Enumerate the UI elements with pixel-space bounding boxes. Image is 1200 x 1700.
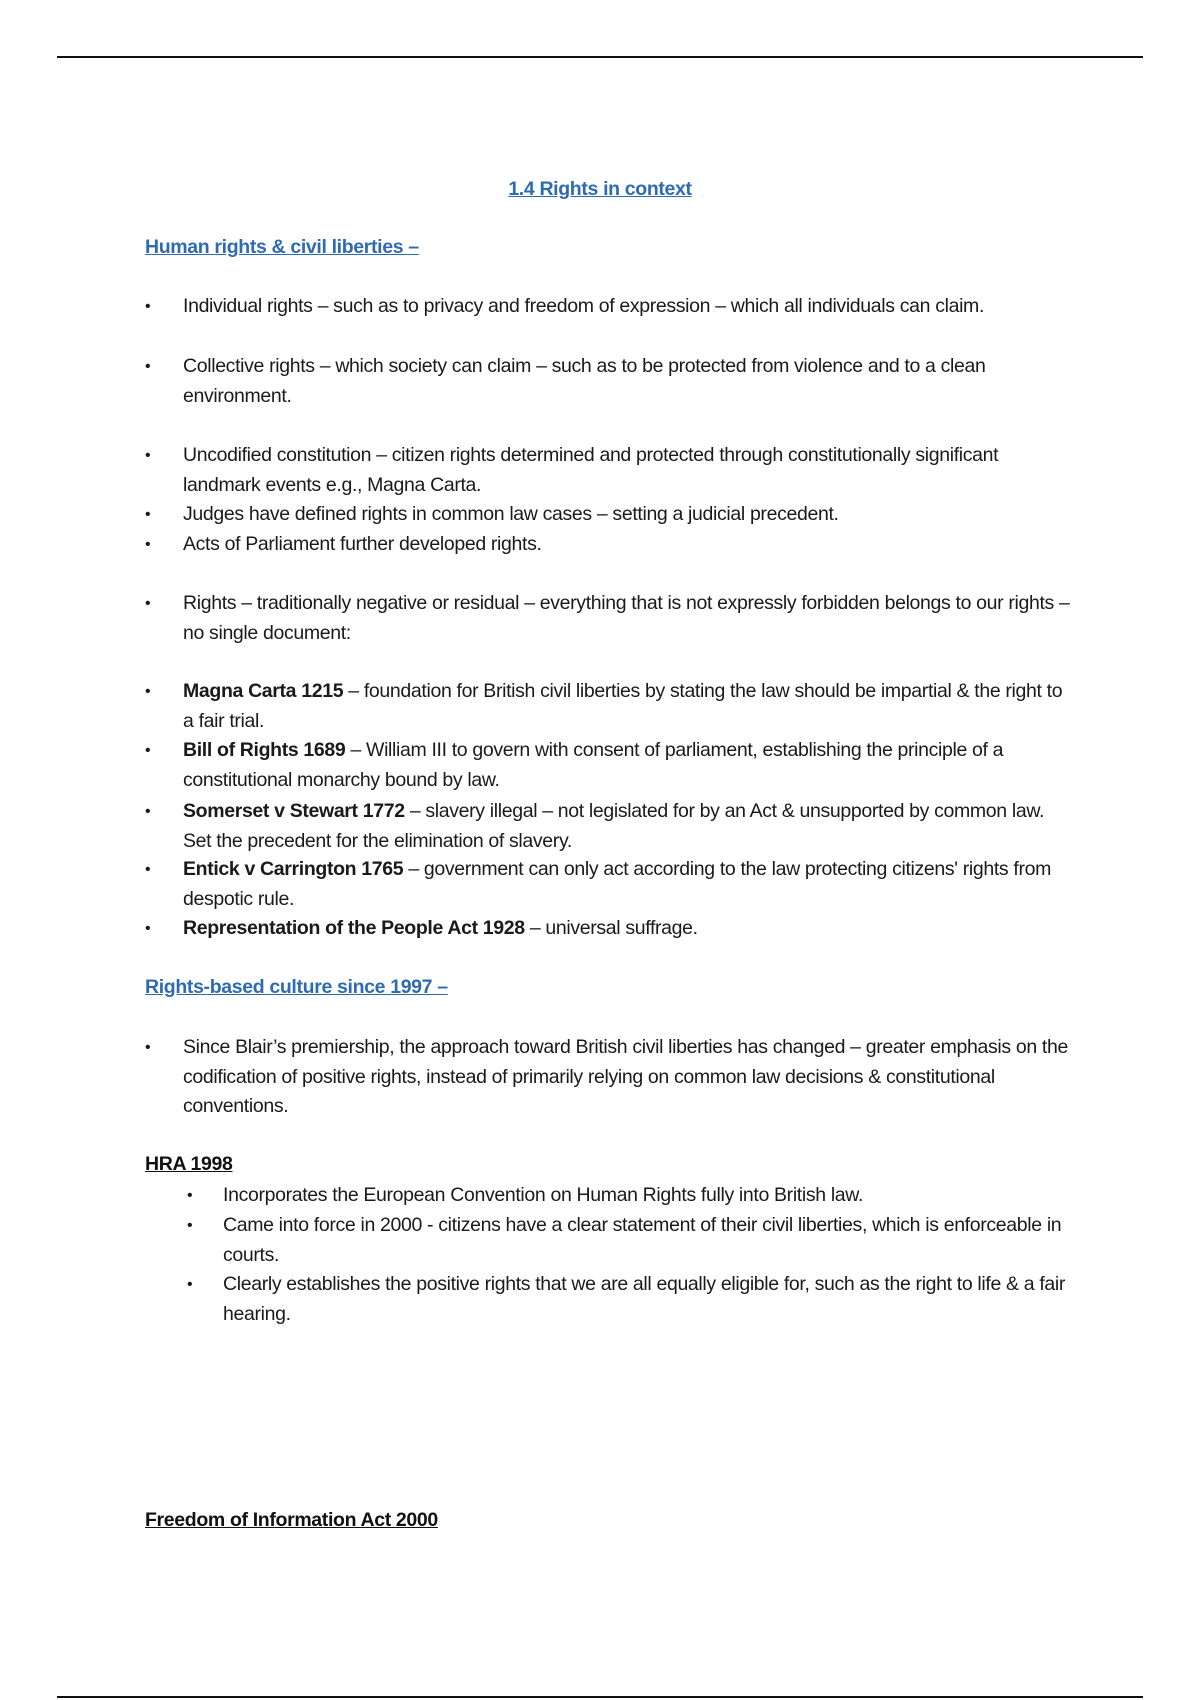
bullet-icon: • <box>145 298 151 315</box>
bullet-icon: • <box>145 861 151 878</box>
list-item <box>145 530 1075 560</box>
bullet-icon: • <box>145 683 151 700</box>
list-item-text: Collective rights – which society can claim – such as to be protected from violence and to a clean environment. <box>183 355 986 407</box>
bottom-rule <box>57 1696 1143 1698</box>
list-item <box>187 1211 1077 1270</box>
top-rule <box>57 56 1143 58</box>
landmark-term: Magna Carta 1215 <box>183 680 344 702</box>
list-item <box>145 441 1075 500</box>
list-item <box>145 589 1075 648</box>
bullet-icon: • <box>145 803 151 820</box>
section-heading-human-rights: Human rights & civil liberties – <box>145 236 419 258</box>
bullet-icon: • <box>145 742 151 759</box>
landmark-text: – universal suffrage. <box>524 917 698 939</box>
page-title: 1.4 Rights in context <box>508 178 692 200</box>
landmark-item <box>145 677 1075 736</box>
section-heading-hra: HRA 1998 <box>145 1153 233 1175</box>
list-item <box>187 1181 1077 1211</box>
landmark-text: – slavery illegal – not legislated for by an Act & unsupported by common law. Set the precedent for the elimination of slavery. <box>183 800 1045 852</box>
bullet-icon: • <box>145 1039 151 1056</box>
list-item <box>145 1033 1075 1122</box>
list-item <box>145 292 1075 322</box>
list-item-text: Uncodified constitution – citizen rights determined and protected through constitutionally significant landmark events e.g., Magna Carta. <box>183 444 999 496</box>
list-item-text: Came into force in 2000 - citizens have a clear statement of their civil liberties, which is enforceable in courts. <box>223 1214 1062 1266</box>
landmark-term: Representation of the People Act 1928 <box>183 917 525 939</box>
bullet-icon: • <box>145 920 151 937</box>
list-item-text: Judges have defined rights in common law cases – setting a judicial precedent. <box>183 503 839 525</box>
list-item-text: Since Blair’s premiership, the approach toward British civil liberties has changed – greater emphasis on the codification of positive rights, instead of primarily relying on common law decisions & constitutional conventions. <box>183 1036 1068 1117</box>
bullet-icon: • <box>145 358 151 375</box>
list-item-text: Acts of Parliament further developed rights. <box>183 533 542 555</box>
list-item-text: Individual rights – such as to privacy and freedom of expression – which all individuals can claim. <box>183 295 985 317</box>
landmark-term: Bill of Rights 1689 <box>183 739 346 761</box>
landmark-term: Somerset v Stewart 1772 <box>183 800 405 822</box>
bullet-icon: • <box>145 536 151 553</box>
list-item-text: Incorporates the European Convention on Human Rights fully into British law. <box>223 1184 864 1206</box>
landmark-item <box>145 797 1075 856</box>
bullet-icon: • <box>145 447 151 464</box>
landmark-term: Entick v Carrington 1765 <box>183 858 404 880</box>
bullet-icon: • <box>187 1276 193 1293</box>
bullet-icon: • <box>187 1187 193 1204</box>
landmark-text: – foundation for British civil liberties by stating the law should be impartial & the right to a fair trial. <box>183 680 1063 732</box>
section-heading-rights-culture: Rights-based culture since 1997 – <box>145 976 448 998</box>
bullet-icon: • <box>145 595 151 612</box>
list-item <box>187 1270 1077 1329</box>
landmark-item <box>145 855 1075 914</box>
list-item <box>145 352 1075 411</box>
list-item <box>145 500 1075 530</box>
list-item-text: Clearly establishes the positive rights that we are all equally eligible for, such as the right to life & a fair hearing. <box>223 1273 1066 1325</box>
landmark-item <box>145 736 1075 795</box>
landmark-text: – government can only act according to the law protecting citizens' rights from despotic rule. <box>183 858 1051 910</box>
bullet-icon: • <box>145 506 151 523</box>
bullet-icon: • <box>187 1217 193 1234</box>
section-heading-foi: Freedom of Information Act 2000 <box>145 1509 438 1531</box>
landmark-item <box>145 914 1075 944</box>
list-item-text: Rights – traditionally negative or residual – everything that is not expressly forbidden belongs to our rights – no single document: <box>183 592 1070 644</box>
landmark-text: – William III to govern with consent of parliament, establishing the principle of a constitutional monarchy bound by law. <box>183 739 1004 791</box>
